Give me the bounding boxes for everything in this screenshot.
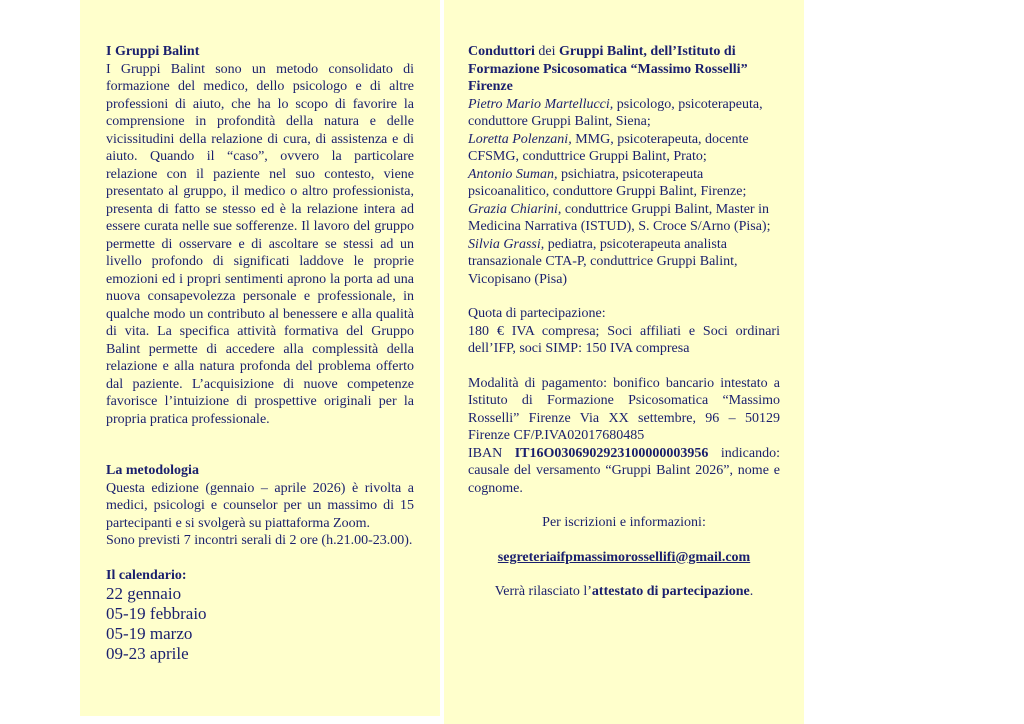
calendar-date: 22 gennaio <box>106 584 182 603</box>
gruppi-balint-description: I Gruppi Balint sono un metodo consolidato di formazione del medico, dello psicologo e di altre professioni di aiuto, che ha lo scopo di favorire la comprensione in profondità della natura e delle vicissitudini della relazione di cura, di assistenza e di aiuto. Quando il “caso”, ovvero la particolare relazione con il paziente nel suo contesto, viene presentato al gruppo, il medico o altro professionista, presenta di fatto se stesso ed è la relazione intera ad essere curata nelle sue sofferenze. Il lavoro del gruppo permette di osservare e di ascoltare se stessi ad un livello profondo di significati laddove le proprie emozioni ed i propri sentimenti aprono la porta ad una nuova consapevolezza personale e professionale, in qualche modo un contributo al benessere e alla qualità di vita. La specifica attività formativa del Gruppo Balint permette di accedere alla complessità della relazione e alla natura profonda del problema offerto dal paziente. L’acquisizione di nuove competenze favorisce l’intuizione di prospettive originali per la propria pratica professionale. <box>106 61 414 427</box>
metodologia-description: Questa edizione (gennaio – aprile 2026) è rivolta a medici, psicologi e counselor per un massimo di 15 partecipanti e si svolgerà su piattaforma Zoom. <box>106 480 414 531</box>
left-column <box>106 43 414 664</box>
conductor-desc: , pediatra, psicoterapeuta analista transazionale CTA-P, conduttrice Gruppi Balint, Vicopisano (Pisa) <box>468 236 738 287</box>
payment-text: Modalità di pagamento: bonifico bancario intestato a Istituto di Formazione Psicosomatica “Massimo Rosselli” Firenze Via XX settembre, 96 – 50129 Firenze CF/P.IVA02017680485 <box>468 375 780 443</box>
info-label: Per iscrizioni e informazioni: <box>542 515 706 530</box>
iban-line: IBAN IT16O0306902923100000003956 indicando: causale del versamento “Gruppi Balint 2026”, nome e cognome. <box>468 445 780 496</box>
spacer <box>468 532 780 549</box>
conductor-desc: psichiatra, psicoterapeuta psicoanalitico, conduttore Gruppi Balint, Firenze; <box>468 166 747 199</box>
calendar-dates <box>106 584 414 664</box>
calendar-date: 09-23 aprile <box>106 644 189 663</box>
conductors-heading: Conduttori dei Gruppi Balint, dell’Istituto di Formazione Psicosomatica “Massimo Rosselli” Firenze <box>468 44 748 94</box>
iban-value: IT16O0306902923100000003956 <box>514 445 709 461</box>
spacer <box>468 566 780 583</box>
calendar-date: 05-19 febbraio <box>106 604 207 623</box>
conductor-desc: psicologo, psicoterapeuta, conduttore Gruppi Balint, Siena; <box>468 96 763 129</box>
conductor-desc: MMG, psicoterapeuta, docente CFSMG, conduttrice Gruppi Balint, Prato; <box>468 131 749 164</box>
conductor-name: Silvia Grassi <box>468 236 541 252</box>
conductor-name: Grazia Chiarini <box>468 201 558 217</box>
email-link[interactable]: segreteriaifpmassimorossellifi@gmail.com <box>497 549 751 565</box>
conductor-name: Loretta Polenzani, <box>468 131 572 147</box>
section-title-calendario: Il calendario: <box>106 567 187 583</box>
spacer <box>468 288 780 305</box>
spacer <box>468 358 780 375</box>
conductor-name: Pietro Mario Martellucci, <box>468 96 614 112</box>
spacer <box>468 497 780 514</box>
spacer <box>106 550 414 567</box>
attestato-line: Verrà rilasciato l’attestato di partecipazione. <box>494 584 754 599</box>
quota-text: 180 € IVA compresa; Soci affiliati e Soci ordinari dell’IFP, soci SIMP: 150 IVA compresa <box>468 323 780 356</box>
spacer <box>106 428 414 445</box>
conductor-desc: , conduttrice Gruppi Balint, Master in Medicina Narrativa (ISTUD), S. Croce S/Arno (Pisa); <box>468 201 771 234</box>
conductor-name: Antonio Suman, <box>468 166 558 182</box>
calendar-date: 05-19 marzo <box>106 624 193 643</box>
quota-label: Quota di partecipazione: <box>468 306 606 321</box>
conductors-list <box>468 96 780 289</box>
spacer <box>106 445 414 462</box>
metodologia-incontri: Sono previsti 7 incontri serali di 2 ore (h.21.00-23.00). <box>106 533 413 548</box>
section-title-gruppi-balint: I Gruppi Balint <box>106 44 200 59</box>
section-title-metodologia: La metodologia <box>106 463 199 478</box>
right-column <box>468 43 780 601</box>
